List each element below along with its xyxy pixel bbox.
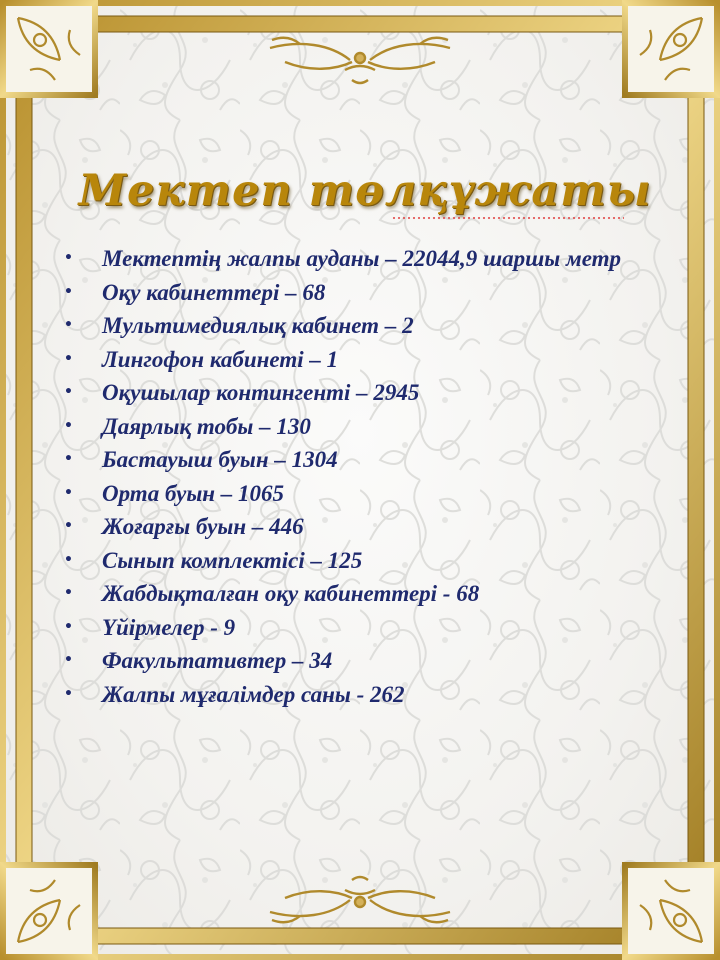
list-item — [60, 510, 660, 544]
bullet-icon: • — [64, 451, 73, 467]
list-item — [60, 678, 660, 712]
bullet-icon: • — [64, 652, 73, 668]
list-item-text: Бастауыш буын – 1304 — [102, 447, 338, 472]
bullet-icon: • — [64, 283, 73, 300]
list-item-text: Жабдықталған оқу кабинеттері - 68 — [102, 581, 480, 606]
list-item — [60, 477, 660, 511]
list-item-text: Факультативтер – 34 — [102, 648, 333, 673]
list-item-text: Жалпы мұғалімдер саны - 262 — [102, 681, 405, 707]
list-item-text: Оқу кабинеттері – 68 — [102, 279, 326, 305]
bullet-icon: • — [64, 585, 73, 601]
bullet-icon: • — [64, 484, 73, 501]
list-item-text: Мектептің жалпы ауданы – 22044,9 шаршы метр — [102, 246, 622, 271]
scroll-flourish-icon — [270, 877, 450, 922]
bullet-icon: • — [64, 685, 73, 702]
list-item — [60, 242, 660, 276]
bullet-icon: • — [64, 551, 73, 568]
spellcheck-underline — [392, 217, 624, 220]
scroll-flourish-icon — [270, 38, 450, 83]
list-item — [60, 343, 660, 377]
list-item-text: Жоғарғы буын – 446 — [102, 514, 304, 539]
list-item-text: Оқушылар контингенті – 2945 — [102, 380, 420, 405]
bullet-icon: • — [64, 317, 73, 333]
bullet-icon: • — [64, 618, 73, 635]
list-item — [60, 577, 660, 611]
corner-flourish-icon — [625, 3, 717, 95]
bullet-icon: • — [64, 350, 73, 367]
list-item-text: Үйірмелер - 9 — [102, 614, 236, 640]
list-item-text: Даярлық тобы – 130 — [102, 413, 311, 439]
list-item — [60, 309, 660, 343]
list-item-text: Орта буын – 1065 — [102, 480, 285, 506]
bullet-icon: • — [64, 250, 73, 266]
list-item — [60, 644, 660, 678]
facts-list — [60, 242, 660, 711]
list-item-text: Мультимедиялық кабинет – 2 — [102, 313, 414, 338]
bullet-icon: • — [64, 384, 73, 400]
bullet-icon: • — [64, 417, 73, 434]
list-item — [60, 443, 660, 477]
corner-flourish-icon — [3, 3, 95, 95]
page-title: Мектеп төлқұжаты — [78, 166, 652, 216]
list-item — [60, 410, 660, 444]
corner-flourish-icon — [625, 865, 717, 957]
corner-flourish-icon — [3, 865, 95, 957]
list-item — [60, 376, 660, 410]
list-item-text: Сынып комплектісі – 125 — [102, 547, 363, 573]
bullet-icon: • — [64, 518, 73, 534]
list-item-text: Лингофон кабинеті – 1 — [102, 346, 339, 372]
list-item — [60, 544, 660, 578]
list-item — [60, 611, 660, 645]
list-item — [60, 276, 660, 310]
